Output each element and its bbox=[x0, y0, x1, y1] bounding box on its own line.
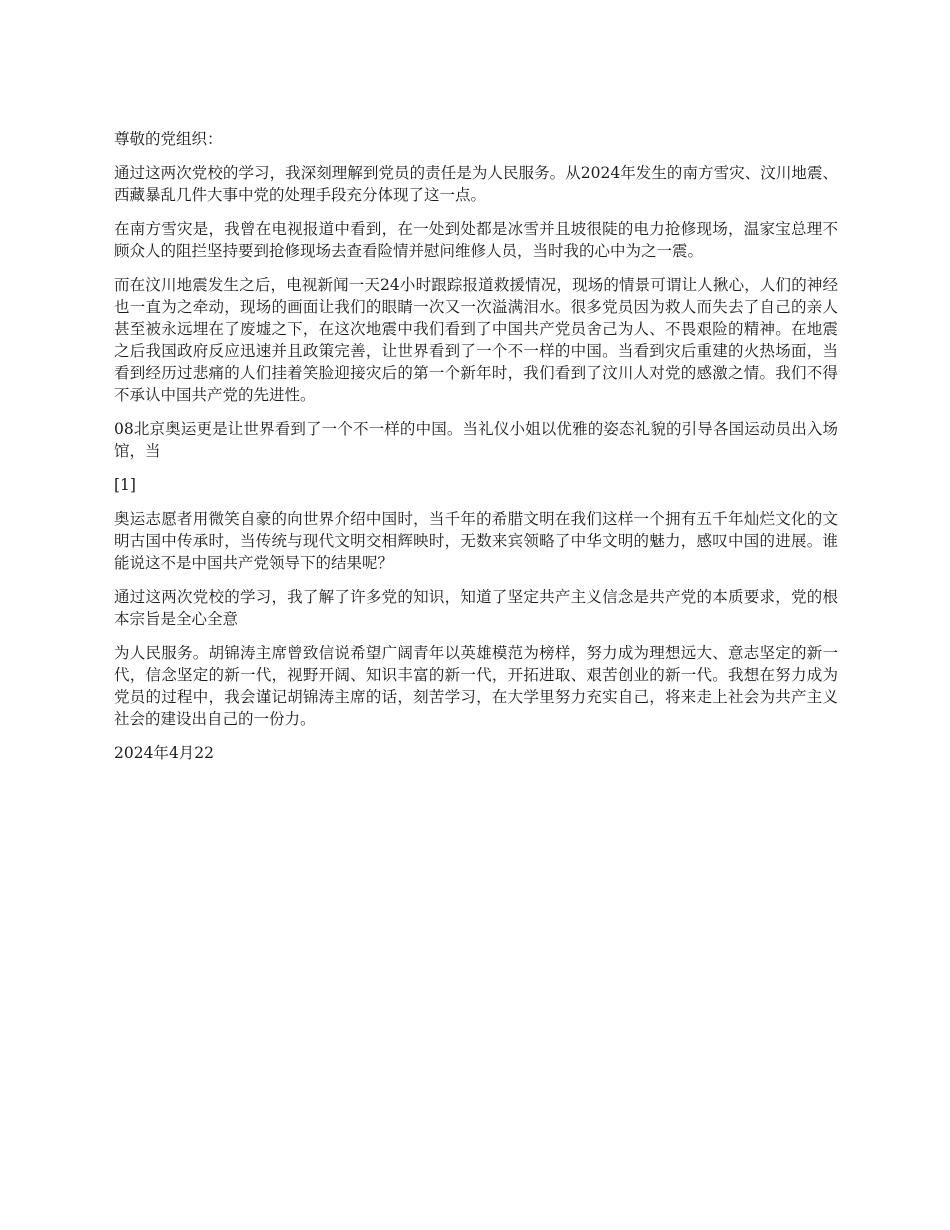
paragraph-1: 通过这两次党校的学习，我深刻理解到党员的责任是为人民服务。从2024年发生的南方雪灾、汶川地震、西藏暴乱几件大事中党的处理手段充分体现了这一点。 bbox=[114, 164, 838, 204]
paragraph-5: 奥运志愿者用微笑自豪的向世界介绍中国时，当千年的希腊文明在我们这样一个拥有五千年灿烂文化的文明古国中传承时，当传统与现代文明交相辉映时，无数来宾领略了中华文明的魅力，感叹中国的进展。谁能说这不是中国共产党领导下的结果呢？ bbox=[114, 510, 838, 572]
paragraph-7: 为人民服务。胡锦涛主席曾致信说希望广阔青年以英雄模范为榜样，努力成为理想远大、意志坚定的新一代，信念坚定的新一代，视野开阔、知识丰富的新一代，开拓进取、艰苦创业的新一代。我想在努力成为党员的过程中，我会谨记胡锦涛主席的话，刻苦学习，在大学里努力充实自己，将来走上社会为共产主义社会的建设出自己的一份力。 bbox=[114, 644, 838, 728]
footnote-marker: [1] bbox=[114, 476, 136, 494]
paragraph-2: 在南方雪灾是，我曾在电视报道中看到，在一处到处都是冰雪并且坡很陡的电力抢修现场，温家宝总理不顾众人的阻拦坚持要到抢修现场去查看险情并慰问维修人员，当时我的心中为之一震。 bbox=[114, 220, 838, 260]
document-page bbox=[114, 128, 838, 776]
paragraph-3: 而在汶川地震发生之后，电视新闻一天24小时跟踪报道救援情况，现场的情景可谓让人揪心，人们的神经也一直为之牵动，现场的画面让我们的眼睛一次又一次溢满泪水。很多党员因为救人而失去了自己的亲人甚至被永远埋在了废墟之下，在这次地震中我们看到了中国共产党员舍己为人、不畏艰险的精神。在地震之后我国政府反应迅速并且政策完善，让世界看到了一个不一样的中国。当看到灾后重建的火热场面，当看到经历过悲痛的人们挂着笑脸迎接灾后的第一个新年时，我们看到了汶川人对党的感激之情。我们不得不承认中国共产党的先进性。 bbox=[114, 276, 838, 404]
date-line: 2024年4月22 bbox=[114, 744, 215, 762]
paragraph-4: 08北京奥运更是让世界看到了一个不一样的中国。当礼仪小姐以优雅的姿态礼貌的引导各国运动员出入场馆，当 bbox=[114, 420, 838, 460]
salutation: 尊敬的党组织： bbox=[114, 130, 223, 148]
paragraph-6: 通过这两次党校的学习，我了解了许多党的知识，知道了坚定共产主义信念是共产党的本质要求，党的根本宗旨是全心全意 bbox=[114, 588, 838, 628]
